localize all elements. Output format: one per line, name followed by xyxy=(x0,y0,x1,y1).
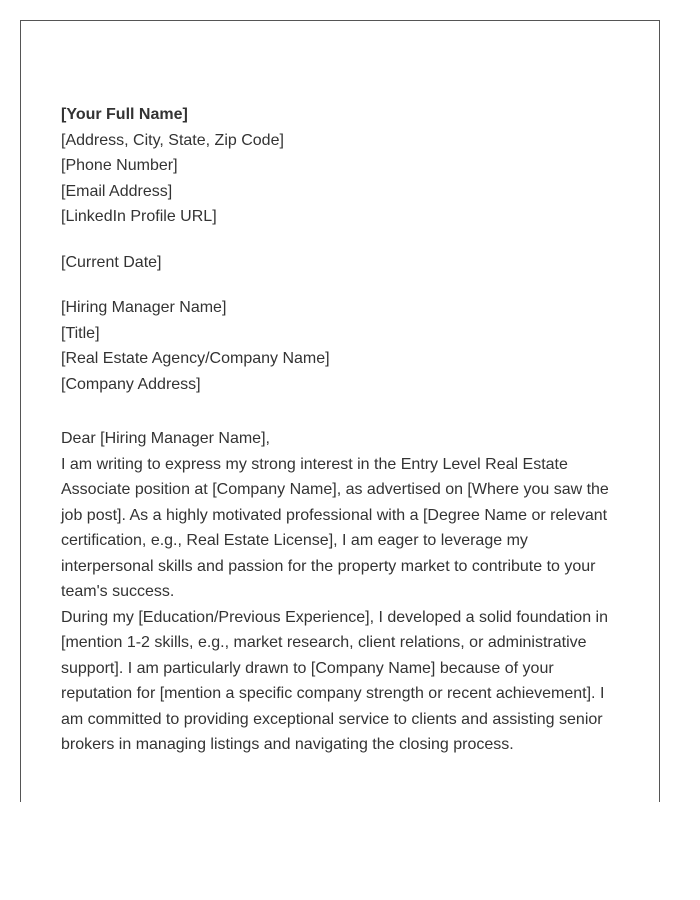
letter-date: [Current Date] xyxy=(61,253,162,271)
recipient-company: [Real Estate Agency/Company Name] xyxy=(61,350,330,367)
recipient-address: [Company Address] xyxy=(61,375,201,393)
sender-block xyxy=(61,102,621,230)
recipient-block xyxy=(61,295,621,397)
letter-content xyxy=(61,102,621,758)
salutation-block xyxy=(61,426,621,452)
body-paragraph-2: During my [Education/Previous Experience], I developed a solid foundation in [mention 1-2 skills, e.g., market research, client relations, or administrative support]. I am particularly drawn to [Company Name] because of your reputation for [mention a specific company strength or recent achievement]. I am committed to providing exceptional service to clients and assisting senior brokers in managing listings and navigating the closing process. xyxy=(61,608,608,753)
body-paragraph-1: I am writing to express my strong interest in the Entry Level Real Estate Associate position at [Company Name], as advertised on [Where you saw the job post]. As a highly motivated professional with a [Degree Name or relevant certification, e.g., Real Estate License], I am eager to leverage my interpersonal skills and passion for the property market to contribute to your team's success. xyxy=(61,455,609,600)
recipient-title: [Title] xyxy=(61,324,100,342)
date-block xyxy=(61,250,621,276)
sender-address: [Address, City, State, Zip Code] xyxy=(61,131,284,149)
sender-name: [Your Full Name] xyxy=(61,106,188,123)
sender-email: [Email Address] xyxy=(61,182,173,200)
sender-linkedin: [LinkedIn Profile URL] xyxy=(61,208,217,225)
sender-phone: [Phone Number] xyxy=(61,157,178,174)
salutation: Dear [Hiring Manager Name], xyxy=(61,430,270,447)
recipient-name: [Hiring Manager Name] xyxy=(61,299,227,316)
letter-page xyxy=(20,20,660,802)
